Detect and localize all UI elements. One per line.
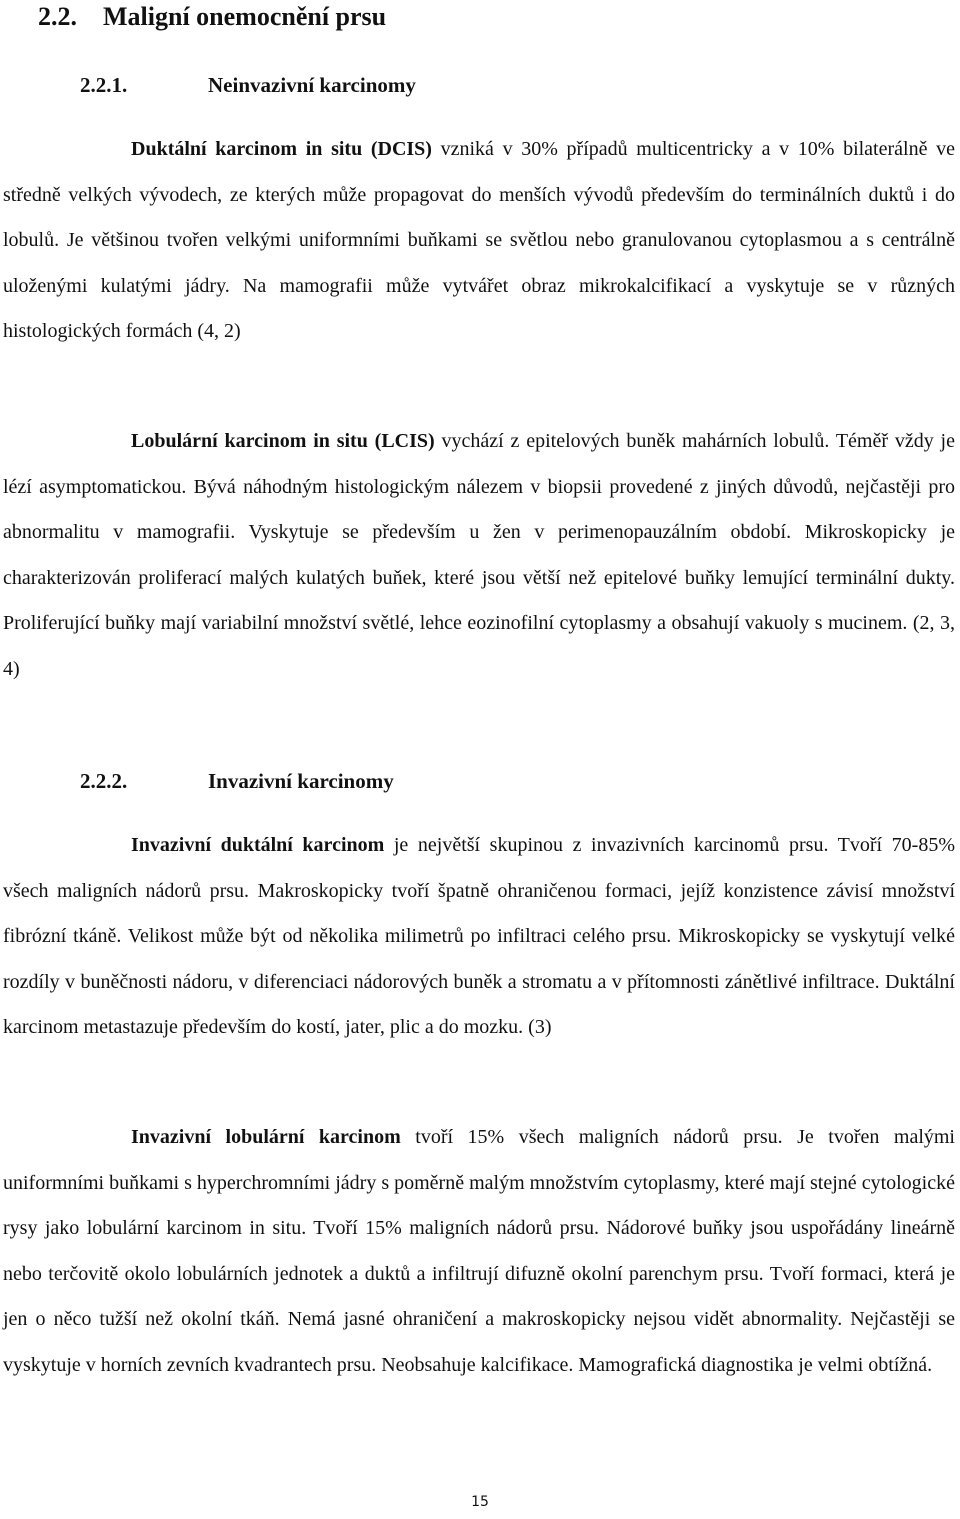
paragraph-term: Duktální karcinom in situ (DCIS) (131, 138, 432, 160)
subsection-number: 2.2.1. (80, 73, 128, 97)
paragraph-text: vzniká v 30% případů multicentricky a v 10% bilaterálně ve středně velkých vývodech, ze kterých může propagovat do menších vývodů především do terminálních duktů i do lobulů. Je většinou tvořen velkými uniformními buňkami se světlou nebo granulovanou cytoplasmou a s centrálně uloženými kulatými jádry. Na mamografii může vytvářet obraz mikrokalcifikací a vyskytuje se v různých histologických formách (4, 2) (3, 138, 955, 342)
paragraph-term: Lobulární karcinom in situ (LCIS) (131, 430, 435, 452)
paragraph-invasive-ductal (3, 823, 955, 1051)
paragraph-text: tvoří 15% všech maligních nádorů prsu. Je tvořen malými uniformními buňkami s hyperchromními jádry s poměrně malým množstvím cytoplasmy, které mají stejné cytologické rysy jako lobulární karcinom in situ. Tvoří 15% maligních nádorů prsu. Nádorové buňky jsou uspořádány lineárně nebo terčovitě okolo lobulárních jednotek a duktů a infiltrují difuzně okolní parenchym prsu. Tvoří formaci, která je jen o něco tužší než okolní tkáň. Nemá jasné ohraničení a makroskopicky nejsou vidět abnormality. Nejčastěji se vyskytuje v horních zevních kvadrantech prsu. Neobsahuje kalcifikace. Mamografická diagnostika je velmi obtížná. (3, 1126, 955, 1376)
paragraph-lcis (3, 419, 955, 692)
paragraph-dcis (3, 127, 955, 355)
paragraph-term: Invazivní lobulární karcinom (131, 1126, 401, 1148)
subsection-number: 2.2.2. (80, 769, 128, 793)
section-number: 2.2. (38, 2, 77, 31)
paragraph-term: Invazivní duktální karcinom (131, 834, 385, 856)
subsection-heading (80, 766, 394, 796)
page-number: 15 (471, 1494, 489, 1510)
section-title: Maligní onemocnění prsu (103, 2, 387, 31)
subsection-title: Neinvazivní karcinomy (208, 73, 416, 97)
subsection-heading (80, 70, 416, 100)
section-heading (38, 0, 386, 34)
paragraph-text: je největší skupinou z invazivních karcinomů prsu. Tvoří 70-85% všech maligních nádorů prsu. Makroskopicky tvoří špatně ohraničenou formaci, jejíž konzistence závisí množství fibrózní tkáně. Velikost může být od několika milimetrů po infiltraci celého prsu. Mikroskopicky se vyskytují velké rozdíly v buněčnosti nádoru, v diferenciaci nádorových buněk a stromatu a v přítomnosti zánětlivé infiltrace. Duktální karcinom metastazuje především do kostí, jater, plic a do mozku. (3) (3, 834, 955, 1038)
subsection-title: Invazivní karcinomy (208, 769, 394, 793)
paragraph-text: vychází z epitelových buněk mahárních lobulů. Téměř vždy je lézí asymptomatickou. Bývá náhodným histologickým nálezem v biopsii provedené z jiných důvodů, nejčastěji pro abnormalitu v mamografii. Vyskytuje se především u žen v perimenopauzálním období. Mikroskopicky je charakterizován proliferací malých kulatých buňek, které jsou větší než epitelové buňky lemující terminální dukty. Proliferující buňky mají variabilní množství světlé, lehce eozinofilní cytoplasmy a obsahují vakuoly s mucinem. (2, 3, 4) (3, 430, 955, 680)
paragraph-invasive-lobular (3, 1115, 955, 1388)
